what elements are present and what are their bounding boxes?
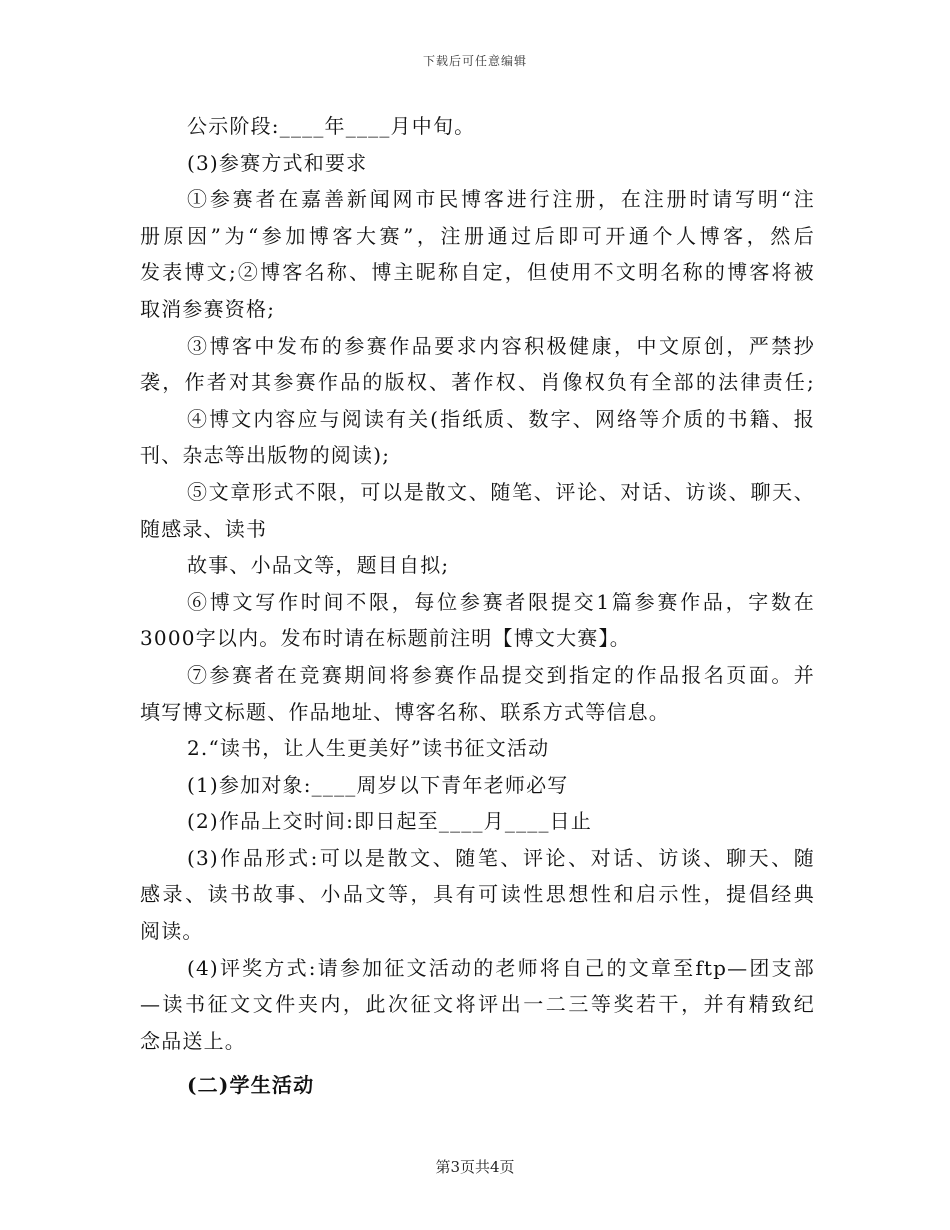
page-number: 第3页共4页 [435, 1158, 515, 1176]
paragraph-line: ⑥博文写作时间不限，每位参赛者限提交1篇参赛作品，字数在 [187, 589, 815, 614]
paragraph-line: 念品送上。 [140, 1028, 246, 1053]
paragraph-line: (1)参加对象:____周岁以下青年老师必写 [187, 772, 569, 797]
paragraph-line: —读书征文文件夹内，此次征文将评出一二三等奖若干，并有精致纪 [140, 992, 815, 1017]
paragraph-line: (4)评奖方式:请参加征文活动的老师将自己的文章至ftp—团支部 [187, 955, 815, 980]
paragraph-line: ①参赛者在嘉善新闻网市民博客进行注册，在注册时请写明“注 [187, 187, 815, 212]
paragraph-line: 刊、杂志等出版物的阅读); [140, 443, 391, 468]
paragraph-line: ⑤文章形式不限，可以是散文、随笔、评论、对话、访谈、聊天、 [187, 479, 815, 504]
header-note: 下载后可任意编辑 [422, 54, 527, 68]
document-body [140, 108, 815, 1104]
paragraph-line: 3000字以内。发布时请在标题前注明【博文大赛】。 [140, 626, 631, 651]
paragraph-line: 故事、小品文等，题目自拟; [187, 553, 450, 578]
section-heading: (3)参赛方式和要求 [187, 150, 368, 175]
paragraph-line: ⑦参赛者在竞赛期间将参赛作品提交到指定的作品报名页面。并 [187, 662, 815, 687]
paragraph-line: 感录、读书故事、小品文等，具有可读性思想性和启示性，提倡经典 [140, 882, 815, 907]
paragraph-line: 册原因”为“参加博客大赛”，注册通过后即可开通个人博客，然后 [140, 223, 815, 248]
spacer [140, 1059, 815, 1067]
paragraph-line: 填写博文标题、作品地址、博客名称、联系方式等信息。 [140, 699, 670, 724]
paragraph-line: 公示阶段:____年____月中旬。 [187, 114, 476, 138]
paragraph-line: 袭，作者对其参赛作品的版权、著作权、肖像权负有全部的法律责任; [140, 370, 815, 395]
section-heading: (二)学生活动 [187, 1073, 315, 1098]
paragraph-line: 发表博文;②博客名称、博主昵称自定，但使用不文明名称的博客将被 [140, 260, 815, 285]
section-heading: 2.“读书，让人生更美好”读书征文活动 [187, 736, 550, 761]
paragraph-line: 随感录、读书 [140, 516, 268, 541]
paragraph-line: ③博客中发布的参赛作品要求内容积极健康，中文原创，严禁抄 [187, 333, 815, 358]
paragraph-line: (3)作品形式:可以是散文、随笔、评论、对话、访谈、聊天、随 [187, 845, 815, 870]
paragraph-line: ④博文内容应与阅读有关(指纸质、数字、网络等介质的书籍、报 [187, 406, 815, 431]
paragraph-line: 取消参赛资格; [140, 296, 276, 321]
paragraph-line: 阅读。 [140, 919, 204, 944]
paragraph-line: (2)作品上交时间:即日起至____月____日止 [187, 809, 593, 834]
